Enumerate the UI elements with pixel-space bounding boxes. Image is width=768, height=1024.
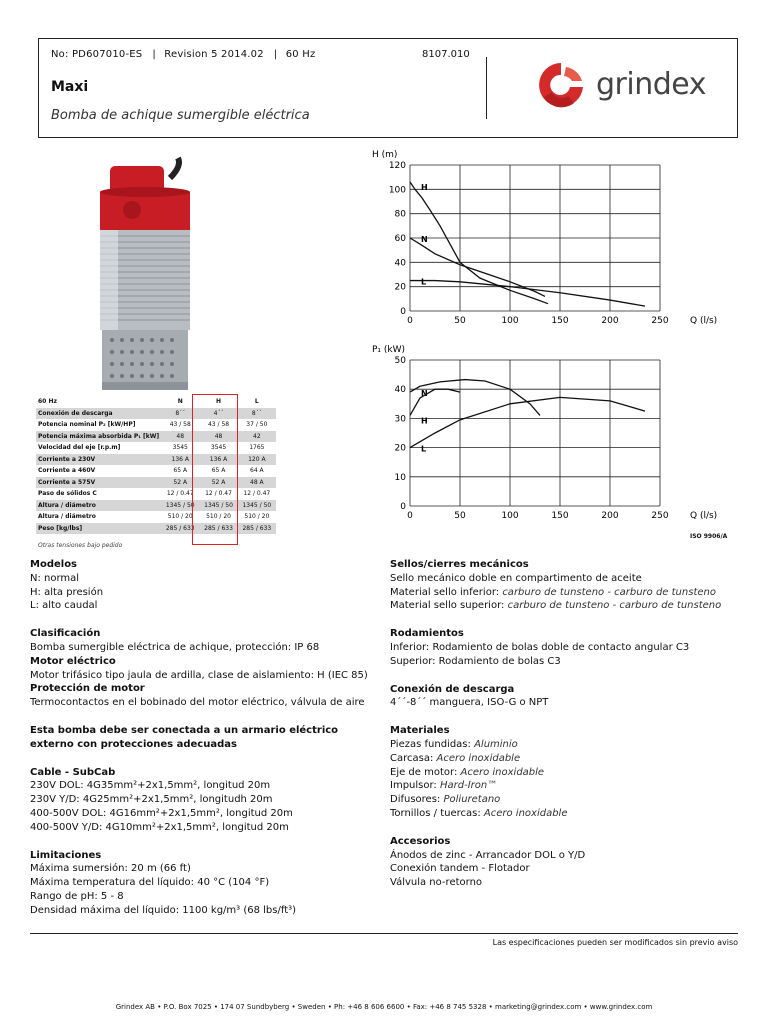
conexion-title: Conexión de descarga (390, 683, 515, 695)
product-subtitle: Bomba de achique sumergible eléctrica (51, 108, 310, 123)
header-meta: No: PD607010-ES | Revision 5 2014.02 | 60 Hz (51, 49, 316, 60)
y-tick-label: 0 (400, 307, 406, 317)
specs-table (36, 396, 276, 534)
y-axis-label: H (m) (372, 150, 398, 160)
rodamientos-title: Rodamientos (390, 628, 464, 640)
specs-row (36, 442, 276, 454)
specs-value-cell: 12 / 0.47 (166, 490, 194, 498)
y-tick-label: 20 (394, 282, 406, 293)
warning-text: Esta bomba debe ser conectada a un armario eléctrico externo con protecciones adecuadas (30, 724, 339, 750)
sello-superior: Material sello superior: carburo de tunsteno - carburo de tunsteno (390, 600, 722, 612)
specs-label-cell: Paso de sólidos C (38, 490, 97, 498)
specs-header-cell: 60 Hz (36, 396, 161, 408)
cable-line: 230V DOL: 4G35mm²+2x1,5mm², longitud 20m (30, 780, 271, 792)
x-tick-label: 200 (601, 511, 619, 521)
rodamiento-superior: Superior: Rodamiento de bolas C3 (390, 655, 561, 667)
modelo-l: L: alto caudal (30, 600, 98, 612)
accesorio-line: Válvula no-retorno (390, 877, 483, 889)
specs-value-cell: 1345 / 50 (199, 500, 237, 512)
specs-row (36, 523, 276, 535)
specs-value-cell: 136 A (161, 454, 199, 466)
right-column (390, 558, 730, 890)
specs-label-cell: Corriente a 460V (38, 467, 96, 475)
modelo-h: H: alta presión (30, 586, 104, 598)
brand-name: grindex (596, 67, 706, 102)
sello-inferior: Material sello inferior: carburo de tunsteno - carburo de tunsteno (390, 586, 716, 598)
limitacion-line: Máxima sumersión: 20 m (66 ft) (30, 863, 191, 875)
material-line: Impulsor: Hard-Iron™ (390, 780, 498, 792)
frequency: 60 Hz (285, 49, 316, 60)
specs-row (36, 511, 276, 523)
header-divider (486, 57, 487, 119)
specs-label-cell: Altura / diámetro (38, 513, 96, 521)
specs-label-cell: Altura / diámetro (36, 500, 161, 512)
model-h-highlight (192, 394, 238, 545)
specs-value-cell: 65 A (211, 467, 226, 475)
series-line-n (410, 380, 540, 416)
material-line: Tornillos / tuercas: Acero inoxidable (390, 807, 568, 819)
x-axis-label: Q (l/s) (690, 511, 718, 521)
specs-header-cell: L (238, 396, 276, 408)
cable-line: 230V Y/D: 4G25mm²+2x1,5mm², longitudh 20m (30, 794, 273, 806)
x-tick-label: 50 (454, 316, 466, 326)
material-line: Carcasa: Acero inoxidable (390, 752, 521, 764)
motor-title: Motor eléctrico (30, 655, 116, 667)
x-tick-label: 200 (601, 316, 619, 326)
specs-value-cell: 43 / 58 (169, 421, 191, 429)
left-column (30, 558, 370, 918)
y-tick-label: 120 (388, 161, 406, 171)
modelos-title: Modelos (30, 559, 78, 570)
specs-value-cell: 1345 / 50 (238, 500, 276, 512)
accesorios-title: Accesorios (390, 835, 451, 847)
specs-row (36, 477, 276, 489)
specs-value-cell: 65 A (173, 467, 188, 475)
y-tick-label: 60 (394, 234, 406, 244)
specs-header-cell: H (199, 396, 237, 408)
specs-value-cell: 285 / 633 (199, 523, 237, 535)
cable-title: Cable - SubCab (30, 766, 116, 778)
y-tick-label: 40 (394, 385, 406, 396)
footer-contact: Grindex AB • P.O. Box 7025 • 174 07 Sundbyberg • Sweden • Ph: +46 8 606 6600 • Fax: +46 8 745 5328 • marketing@grindex.com • www.grindex.com (115, 1003, 653, 1011)
specs-value-cell: 12 / 0.47 (243, 490, 271, 498)
accesorio-line: Conexión tandem - Flotador (390, 863, 530, 875)
specs-value-cell: 4´´ (199, 408, 237, 420)
specs-value-cell: 64 A (250, 467, 264, 475)
clasificacion-text: Bomba sumergible eléctrica de achique, protección: IP 68 (30, 641, 320, 653)
specs-label-cell: Corriente a 575V (36, 477, 161, 489)
specs-label-cell: Potencia nominal P₂ [kW/HP] (38, 421, 136, 429)
material-line: Eje de motor: Acero inoxidable (390, 766, 545, 778)
specs-value-cell: 8´´ (161, 408, 199, 420)
x-tick-label: 150 (551, 511, 569, 521)
specs-value-cell: 510 / 20 (244, 513, 270, 521)
x-tick-label: 0 (407, 316, 413, 326)
specs-value-cell: 12 / 0.47 (205, 490, 232, 498)
specs-header-cell: N (161, 396, 199, 408)
clasificacion-title: Clasificación (30, 628, 101, 640)
specs-value-cell: 52 A (199, 477, 237, 489)
sellos-title: Sellos/cierres mecánicos (390, 559, 529, 570)
x-tick-label: 250 (651, 316, 669, 326)
x-tick-label: 0 (407, 511, 413, 521)
limitacion-line: Densidad máxima del líquido: 1100 kg/m³ (68 lbs/ft³) (30, 904, 297, 916)
product-code: 8107.010 (422, 49, 470, 60)
specs-value-cell: 48 (199, 431, 237, 443)
x-tick-label: 100 (501, 316, 519, 326)
modelo-n: N: normal (30, 572, 80, 584)
footer-divider (30, 933, 738, 934)
sellos-text: Sello mecánico doble en compartimento de aceite (390, 572, 642, 584)
y-tick-label: 100 (388, 185, 406, 196)
head-chart (360, 145, 718, 335)
cable-line: 400-500V Y/D: 4G10mm²+2x1,5mm², longitud 20m (30, 821, 289, 833)
disclaimer: Las especificaciones pueden ser modificados sin previo aviso (492, 938, 738, 947)
y-tick-label: 80 (394, 209, 406, 220)
grindex-logo-icon (530, 59, 592, 111)
specs-row (36, 454, 276, 466)
specs-value-cell: 1345 / 50 (161, 500, 199, 512)
cable-line: 400-500V DOL: 4G16mm²+2x1,5mm², longitud 20m (30, 807, 293, 819)
series-label: N (421, 235, 428, 244)
specs-value-cell: 3545 (172, 444, 188, 452)
materiales-title: Materiales (390, 725, 450, 737)
x-tick-label: 100 (501, 511, 519, 521)
specs-value-cell: 37 / 50 (246, 421, 268, 429)
specs-label-cell: Potencia máxima absorbida P₁ [kW] (36, 431, 161, 443)
revision: Revision 5 2014.02 (164, 49, 264, 60)
y-axis-label: P₁ (kW) (372, 345, 406, 355)
specs-value-cell: 48 (161, 431, 199, 443)
specs-label-cell: Conexión de descarga (36, 408, 161, 420)
specs-value-cell: 285 / 633 (161, 523, 199, 535)
limitacion-line: Máxima temperatura del líquido: 40 °C (104 °F) (30, 877, 270, 889)
accesorio-line: Ánodos de zinc - Arrancador DOL o Y/D (390, 849, 586, 861)
x-tick-label: 250 (651, 511, 669, 521)
limitaciones-title: Limitaciones (30, 849, 102, 861)
specs-value-cell: 42 (238, 431, 276, 443)
product-title: Maxi (51, 79, 89, 95)
series-line-n (410, 238, 545, 296)
doc-number: No: PD607010-ES (51, 49, 143, 60)
y-tick-label: 30 (394, 414, 406, 425)
y-tick-label: 20 (394, 443, 406, 454)
specs-value-cell: 285 / 633 (238, 523, 276, 535)
specs-header-row (36, 396, 276, 408)
series-label: L (421, 277, 427, 287)
series-label: L (421, 444, 427, 454)
table-note: Otras tensiones bajo pedido (38, 542, 123, 549)
proteccion-text: Termocontactos en el bobinado del motor eléctrico, válvula de aire (30, 697, 365, 709)
x-tick-label: 50 (454, 511, 466, 521)
specs-row (36, 488, 276, 500)
series-line-h (410, 389, 460, 415)
grindex-logo (530, 59, 730, 114)
motor-text: Motor trifásico tipo jaula de ardilla, clase de aislamiento: H (IEC 85) (30, 669, 368, 681)
y-tick-label: 10 (394, 472, 406, 483)
series-label: H (421, 183, 428, 193)
specs-row (36, 431, 276, 443)
specs-value-cell: 52 A (161, 477, 199, 489)
y-tick-label: 0 (400, 502, 406, 512)
y-tick-label: 40 (394, 258, 406, 269)
specs-row (36, 419, 276, 431)
conexion-text: 4´´-8´´ manguera, ISO-G o NPT (390, 697, 549, 709)
series-label: N (421, 389, 428, 399)
document-header (38, 38, 738, 138)
specs-label-cell: Peso [kg/lbs] (36, 523, 161, 535)
specs-label-cell: Corriente a 230V (36, 454, 161, 466)
specs-value-cell: 136 A (199, 454, 237, 466)
specs-label-cell: Velocidad del eje [r.p.m] (38, 444, 121, 452)
series-line-h (410, 182, 548, 304)
specs-value-cell: 120 A (238, 454, 276, 466)
specs-row (36, 465, 276, 477)
pump-image (90, 158, 200, 393)
material-line: Piezas fundidas: Aluminio (390, 738, 518, 750)
power-chart (360, 340, 718, 530)
specs-value-cell: 1765 (249, 444, 265, 452)
specs-row (36, 500, 276, 512)
iso-standard: ISO 9906/A (690, 533, 728, 540)
specs-row (36, 408, 276, 420)
series-label: H (421, 416, 428, 426)
specs-value-cell: 510 / 20 (167, 513, 193, 521)
specs-value-cell: 8´´ (238, 408, 276, 420)
proteccion-title: Protección de motor (30, 683, 145, 695)
material-line: Difusores: Poliuretano (390, 794, 501, 806)
x-tick-label: 150 (551, 316, 569, 326)
rodamiento-inferior: Inferior: Rodamiento de bolas doble de contacto angular C3 (390, 641, 690, 653)
specs-value-cell: 510 / 20 (206, 513, 231, 521)
y-tick-label: 50 (394, 356, 406, 366)
specs-value-cell: 43 / 58 (207, 421, 230, 429)
specs-value-cell: 3545 (210, 444, 227, 452)
specs-value-cell: 48 A (238, 477, 276, 489)
limitacion-line: Rango de pH: 5 - 8 (30, 890, 124, 902)
x-axis-label: Q (l/s) (690, 316, 718, 326)
